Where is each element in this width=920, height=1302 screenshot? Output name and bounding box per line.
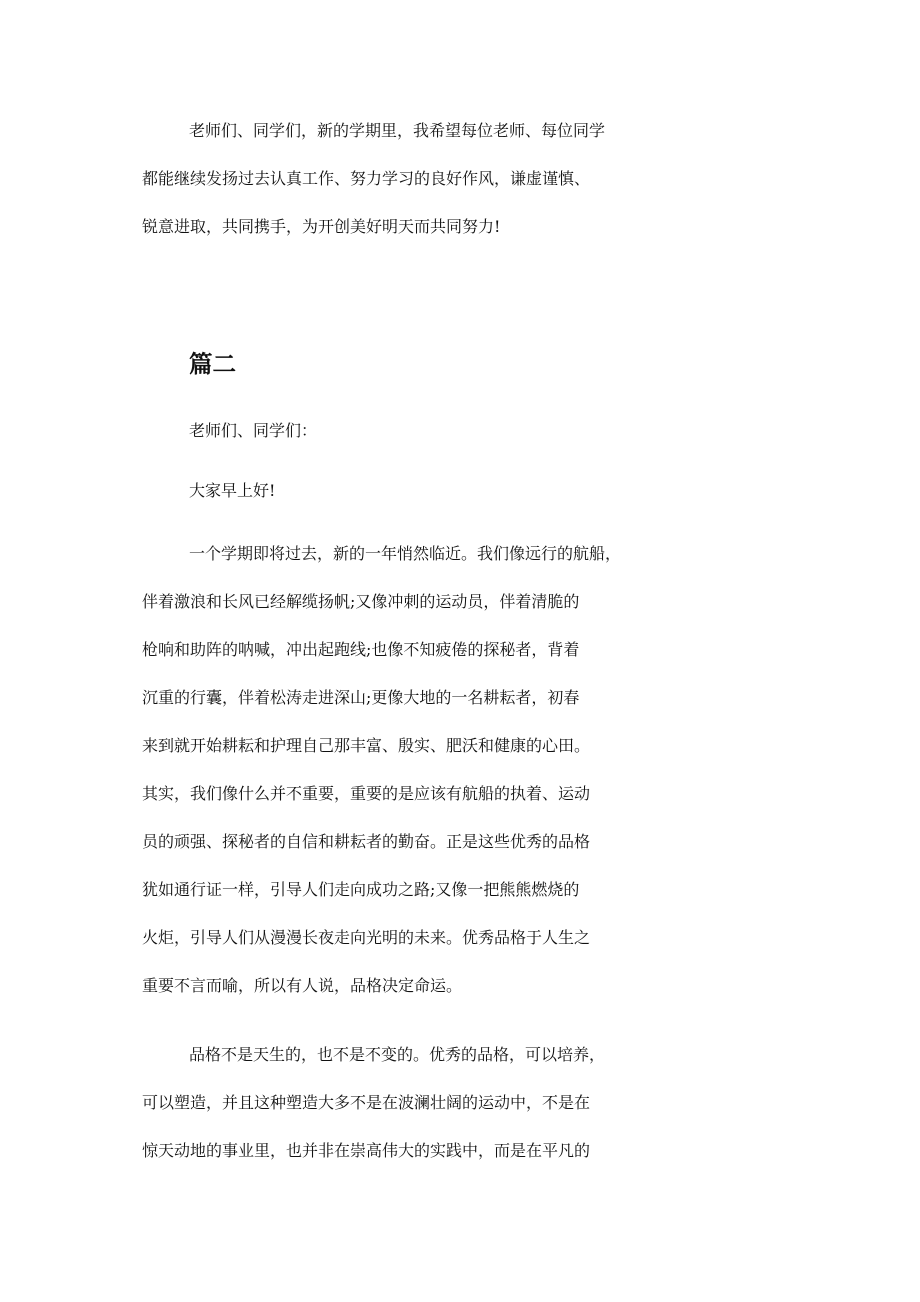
main-paragraph [142,541,784,1011]
text-line: 其实，我们像什么并不重要，重要的是应该有航船的执着、运动 [142,784,591,803]
salutation [142,418,784,456]
text-line: 员的顽强、探秘者的自信和耕耘者的勤奋。正是这些优秀的品格 [142,832,591,851]
text-line: 可以塑造，并且这种塑造大多不是在波澜壮阔的运动中，不是在 [142,1093,591,1112]
text-line: 沉重的行囊，伴着松涛走进深山;更像大地的一名耕耘者，初春 [142,688,580,707]
text-line: 都能继续发扬过去认真工作、努力学习的良好作风，谦虚谨慎、 [142,169,591,188]
text-line: 锐意进取，共同携手，为开创美好明天而共同努力! [142,217,501,236]
text-line: 老师们、同学们，新的学期里，我希望每位老师、每位同学 [189,121,606,140]
greeting [142,478,784,516]
text-line: 火炬，引导人们从漫漫长夜走向光明的未来。优秀品格于人生之 [142,928,591,947]
text-line: 伴着激浪和长风已经解缆扬帆;又像冲刺的运动员，伴着清脆的 [142,592,580,611]
text-line: 犹如通行证一样，引导人们走向成功之路;又像一把熊熊燃烧的 [142,880,580,899]
text-line: 一个学期即将过去，新的一年悄然临近。我们像远行的航船， [189,544,622,563]
section-heading: 篇二 [189,350,236,378]
text-line: 重要不言而喻，所以有人说，品格决定命运。 [142,976,463,995]
text-line: 惊天动地的事业里，也并非在崇高伟大的实践中，而是在平凡的 [142,1141,591,1160]
salutation-text: 老师们、同学们： [189,421,318,440]
text-line: 品格不是天生的，也不是不变的。优秀的品格，可以培养， [189,1045,606,1064]
text-line: 枪响和助阵的呐喊，冲出起跑线;也像不知疲倦的探秘者，背着 [142,640,580,659]
last-paragraph [142,1042,784,1176]
greeting-text: 大家早上好! [189,481,276,500]
intro-paragraph [142,118,784,252]
text-line: 来到就开始耕耘和护理自己那丰富、殷实、肥沃和健康的心田。 [142,736,591,755]
